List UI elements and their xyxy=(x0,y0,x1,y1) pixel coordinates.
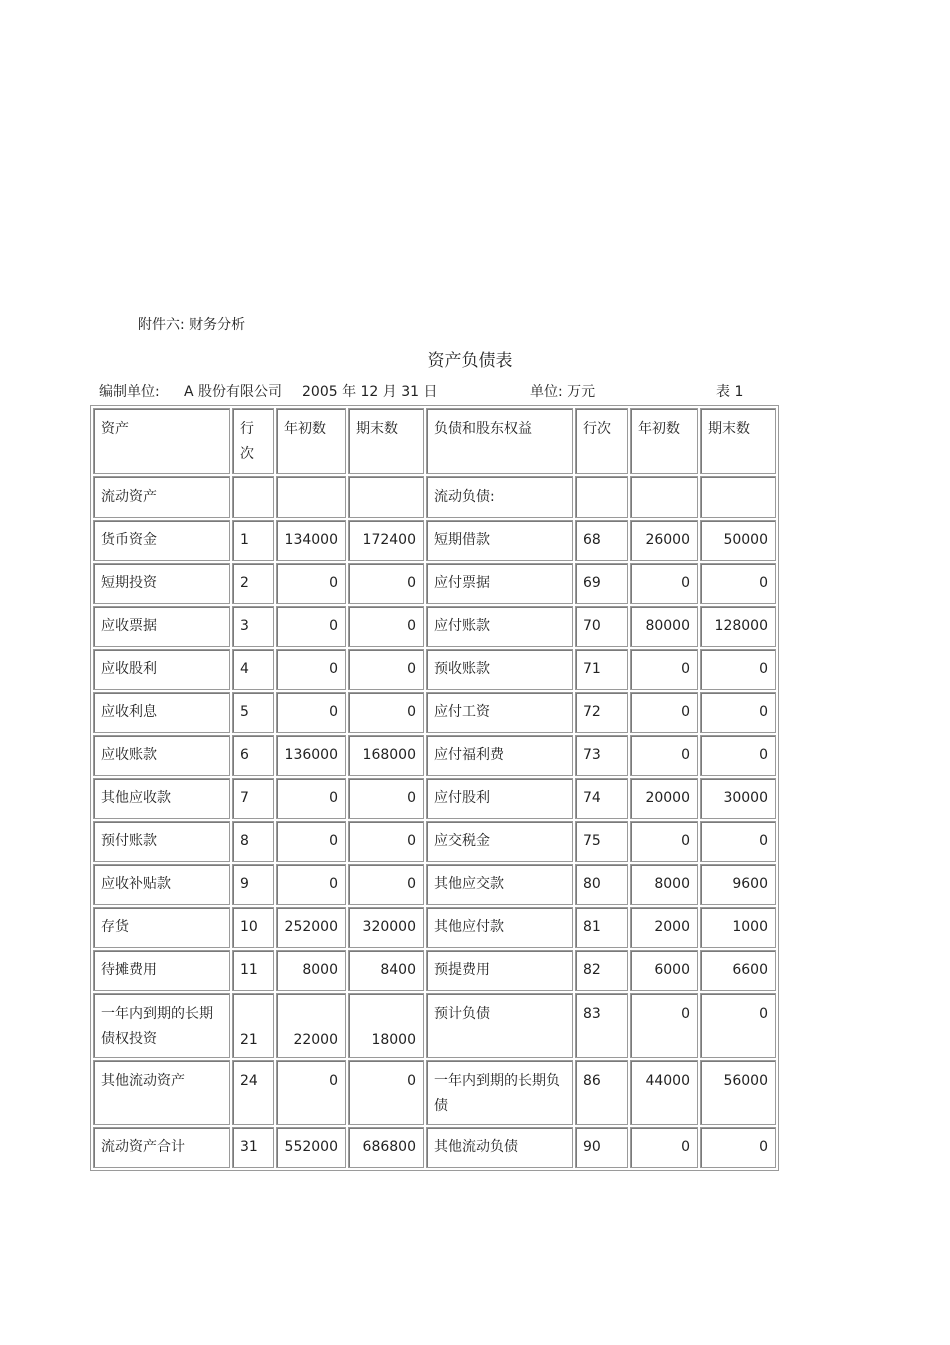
liability-name: 其他应付款 xyxy=(426,907,573,948)
asset-begin: 0 xyxy=(276,692,346,733)
asset-name: 待摊费用 xyxy=(93,950,230,991)
header-row-no-text: 行次 xyxy=(240,421,254,462)
document-title: 资产负债表 xyxy=(427,351,513,371)
liability-row-no: 81 xyxy=(575,907,628,948)
asset-end: 0 xyxy=(348,1060,424,1125)
header-asset: 资产 xyxy=(93,408,230,474)
asset-name: 短期投资 xyxy=(93,563,230,604)
liability-begin: 26000 xyxy=(630,520,698,561)
asset-begin: 0 xyxy=(276,563,346,604)
asset-name: 一年内到期的长期债权投资 xyxy=(93,993,230,1058)
header-liabilities: 负债和股东权益 xyxy=(426,408,573,474)
liability-row-no xyxy=(575,476,628,518)
asset-begin: 0 xyxy=(276,864,346,905)
asset-end: 18000 xyxy=(348,993,424,1058)
header-end: 期末数 xyxy=(348,408,424,474)
liability-row-no: 69 xyxy=(575,563,628,604)
table-row xyxy=(93,950,776,991)
table-row xyxy=(93,778,776,819)
asset-begin: 0 xyxy=(276,606,346,647)
liability-row-no: 68 xyxy=(575,520,628,561)
liability-row-no: 75 xyxy=(575,821,628,862)
table-row xyxy=(93,606,776,647)
asset-row-no: 3 xyxy=(232,606,274,647)
asset-name: 应收利息 xyxy=(93,692,230,733)
asset-end: 0 xyxy=(348,821,424,862)
table-row xyxy=(93,864,776,905)
liability-name: 其他流动负债 xyxy=(426,1127,573,1168)
table-row xyxy=(93,821,776,862)
liability-begin: 0 xyxy=(630,692,698,733)
asset-row-no: 7 xyxy=(232,778,274,819)
table-row xyxy=(93,907,776,948)
asset-end: 172400 xyxy=(348,520,424,561)
liability-end: 0 xyxy=(700,1127,776,1168)
asset-end: 0 xyxy=(348,778,424,819)
liability-name: 一年内到期的长期负债 xyxy=(426,1060,573,1125)
asset-begin: 22000 xyxy=(276,993,346,1058)
asset-row-no: 10 xyxy=(232,907,274,948)
header-begin: 年初数 xyxy=(276,408,346,474)
asset-end: 168000 xyxy=(348,735,424,776)
liability-row-no: 80 xyxy=(575,864,628,905)
report-date: 2005 年 12 月 31 日 xyxy=(302,384,438,400)
asset-row-no: 9 xyxy=(232,864,274,905)
asset-row-no: 11 xyxy=(232,950,274,991)
liability-begin: 2000 xyxy=(630,907,698,948)
asset-row-no: 31 xyxy=(232,1127,274,1168)
table-row xyxy=(93,692,776,733)
liability-name: 其他应交款 xyxy=(426,864,573,905)
asset-name: 应收补贴款 xyxy=(93,864,230,905)
asset-row-no: 5 xyxy=(232,692,274,733)
asset-end: 0 xyxy=(348,649,424,690)
header-end-2: 期末数 xyxy=(700,408,776,474)
liability-row-no: 71 xyxy=(575,649,628,690)
meta-row xyxy=(0,381,950,401)
liability-row-no: 74 xyxy=(575,778,628,819)
liability-end xyxy=(700,476,776,518)
liability-row-no: 83 xyxy=(575,993,628,1058)
asset-name: 预付账款 xyxy=(93,821,230,862)
asset-name: 存货 xyxy=(93,907,230,948)
table-row xyxy=(93,1060,776,1125)
header-row-no-2: 行次 xyxy=(575,408,628,474)
liability-row-no: 70 xyxy=(575,606,628,647)
asset-end: 0 xyxy=(348,864,424,905)
liability-begin xyxy=(630,476,698,518)
table-row xyxy=(93,476,776,518)
liability-row-no: 86 xyxy=(575,1060,628,1125)
table-row xyxy=(93,993,776,1058)
asset-name: 货币资金 xyxy=(93,520,230,561)
liability-name: 预收账款 xyxy=(426,649,573,690)
liability-begin: 0 xyxy=(630,735,698,776)
liability-row-no: 72 xyxy=(575,692,628,733)
liability-name: 应付账款 xyxy=(426,606,573,647)
liability-end: 0 xyxy=(700,649,776,690)
table-row xyxy=(93,563,776,604)
asset-name: 其他流动资产 xyxy=(93,1060,230,1125)
table-row xyxy=(93,1127,776,1168)
liability-name: 流动负债: xyxy=(426,476,573,518)
liability-end: 6600 xyxy=(700,950,776,991)
table-number: 表 1 xyxy=(716,384,744,400)
asset-begin: 0 xyxy=(276,649,346,690)
liability-end: 1000 xyxy=(700,907,776,948)
asset-row-no: 8 xyxy=(232,821,274,862)
asset-end: 8400 xyxy=(348,950,424,991)
asset-begin: 0 xyxy=(276,821,346,862)
liability-row-no: 73 xyxy=(575,735,628,776)
liability-name: 应付福利费 xyxy=(426,735,573,776)
liability-name: 短期借款 xyxy=(426,520,573,561)
asset-row-no: 24 xyxy=(232,1060,274,1125)
asset-row-no: 2 xyxy=(232,563,274,604)
liability-begin: 0 xyxy=(630,821,698,862)
asset-name: 流动资产 xyxy=(93,476,230,518)
liability-end: 0 xyxy=(700,821,776,862)
table-row xyxy=(93,735,776,776)
balance-sheet-table xyxy=(90,405,779,1171)
asset-begin: 134000 xyxy=(276,520,346,561)
liability-end: 0 xyxy=(700,735,776,776)
liability-begin: 8000 xyxy=(630,864,698,905)
asset-begin: 0 xyxy=(276,778,346,819)
asset-end: 0 xyxy=(348,606,424,647)
table-row xyxy=(93,649,776,690)
asset-end: 0 xyxy=(348,563,424,604)
company-name: A 股份有限公司 xyxy=(184,384,283,400)
liability-end: 9600 xyxy=(700,864,776,905)
unit-label: 单位: 万元 xyxy=(530,384,596,400)
liability-name: 应交税金 xyxy=(426,821,573,862)
liability-begin: 20000 xyxy=(630,778,698,819)
liability-row-no: 90 xyxy=(575,1127,628,1168)
asset-end xyxy=(348,476,424,518)
asset-name: 其他应收款 xyxy=(93,778,230,819)
asset-begin: 252000 xyxy=(276,907,346,948)
asset-begin: 136000 xyxy=(276,735,346,776)
asset-end: 320000 xyxy=(348,907,424,948)
asset-row-no: 6 xyxy=(232,735,274,776)
liability-name: 应付票据 xyxy=(426,563,573,604)
liability-name: 应付工资 xyxy=(426,692,573,733)
asset-row-no xyxy=(232,476,274,518)
liability-begin: 80000 xyxy=(630,606,698,647)
liability-name: 应付股利 xyxy=(426,778,573,819)
asset-name: 应收账款 xyxy=(93,735,230,776)
prepared-by-label: 编制单位: xyxy=(99,384,160,400)
asset-row-no: 4 xyxy=(232,649,274,690)
asset-begin: 0 xyxy=(276,1060,346,1125)
asset-row-no: 1 xyxy=(232,520,274,561)
liability-row-no: 82 xyxy=(575,950,628,991)
liability-begin: 0 xyxy=(630,649,698,690)
asset-begin: 8000 xyxy=(276,950,346,991)
liability-end: 0 xyxy=(700,993,776,1058)
header-row-no xyxy=(232,408,274,474)
asset-end: 0 xyxy=(348,692,424,733)
liability-begin: 44000 xyxy=(630,1060,698,1125)
liability-end: 56000 xyxy=(700,1060,776,1125)
liability-end: 50000 xyxy=(700,520,776,561)
asset-name: 应收股利 xyxy=(93,649,230,690)
liability-end: 30000 xyxy=(700,778,776,819)
liability-name: 预提费用 xyxy=(426,950,573,991)
liability-end: 128000 xyxy=(700,606,776,647)
header-row xyxy=(93,408,776,474)
table-row xyxy=(93,520,776,561)
liability-end: 0 xyxy=(700,563,776,604)
asset-name: 流动资产合计 xyxy=(93,1127,230,1168)
attachment-label: 附件六: 财务分析 xyxy=(138,317,246,333)
asset-begin xyxy=(276,476,346,518)
liability-begin: 6000 xyxy=(630,950,698,991)
asset-name: 应收票据 xyxy=(93,606,230,647)
liability-begin: 0 xyxy=(630,993,698,1058)
liability-end: 0 xyxy=(700,692,776,733)
asset-row-no: 21 xyxy=(232,993,274,1058)
liability-begin: 0 xyxy=(630,563,698,604)
header-begin-2: 年初数 xyxy=(630,408,698,474)
liability-name: 预计负债 xyxy=(426,993,573,1058)
liability-begin: 0 xyxy=(630,1127,698,1168)
asset-begin: 552000 xyxy=(276,1127,346,1168)
asset-end: 686800 xyxy=(348,1127,424,1168)
